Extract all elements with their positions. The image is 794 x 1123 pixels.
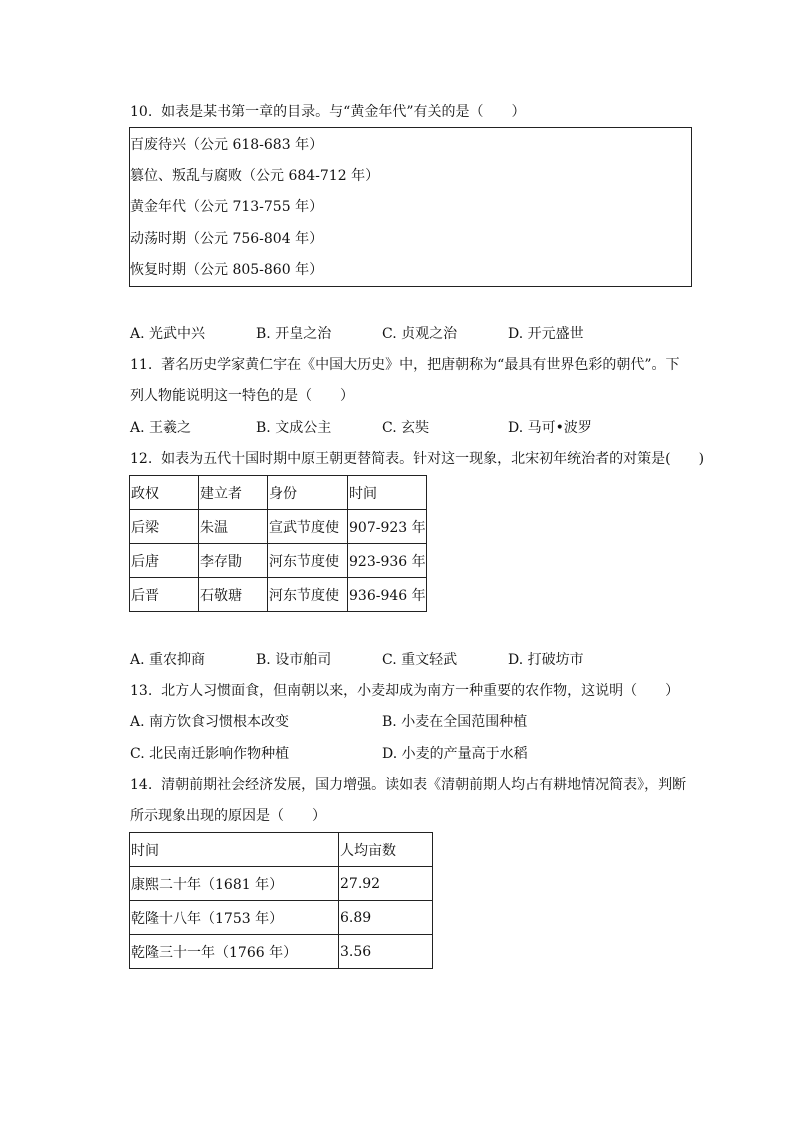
toc-item: 篡位、叛乱与腐败（公元 684-712 年） — [130, 168, 380, 184]
q10-option-d[interactable]: D. 开元盛世 — [508, 326, 584, 342]
table-cell: 后晋 — [130, 578, 199, 612]
table-cell: 6.89 — [339, 901, 433, 935]
table-row — [130, 544, 427, 578]
table-header-cell: 身份 — [268, 476, 348, 510]
q12-option-d[interactable]: D. 打破坊市 — [508, 652, 584, 668]
q10-option-b[interactable]: B. 开皇之治 — [256, 326, 332, 342]
q12-option-b[interactable]: B. 设市舶司 — [256, 652, 332, 668]
farmland-table — [129, 832, 433, 969]
question-13-stem: 13. 北方人习惯面食，但南朝以来，小麦却成为南方一种重要的农作物，这说明（ ） — [130, 683, 680, 699]
q10-option-a[interactable]: A. 光武中兴 — [130, 326, 206, 342]
q10-option-c[interactable]: C. 贞观之治 — [382, 326, 458, 342]
q12-option-a[interactable]: A. 重农抑商 — [130, 652, 206, 668]
q11-option-a[interactable]: A. 王羲之 — [130, 420, 192, 436]
table-row — [130, 510, 427, 544]
table-cell: 936-946 年 — [348, 578, 427, 612]
q13-option-d[interactable]: D. 小麦的产量高于水稻 — [382, 746, 528, 762]
table-row — [130, 867, 433, 901]
q13-option-a[interactable]: A. 南方饮食习惯根本改变 — [130, 714, 290, 730]
question-10-stem: 10. 如表是某书第一章的目录。与“黄金年代”有关的是（ ） — [130, 104, 526, 120]
table-header-cell: 时间 — [348, 476, 427, 510]
table-header-cell: 建立者 — [199, 476, 268, 510]
table-header-cell: 人均亩数 — [339, 833, 433, 867]
table-header-row — [130, 833, 433, 867]
question-14-stem-line1: 14. 清朝前期社会经济发展，国力增强。读如表《清朝前期人均占有耕地情况简表》，判断 — [130, 777, 687, 793]
table-cell: 李存勖 — [199, 544, 268, 578]
table-cell: 后唐 — [130, 544, 199, 578]
table-cell: 河东节度使 — [268, 578, 348, 612]
dynasty-table — [129, 475, 427, 612]
question-12-stem: 12. 如表为五代十国时期中原王朝更替简表。针对这一现象，北宋初年统治者的对策是( ) — [130, 451, 705, 467]
question-14-stem-line2: 所示现象出现的原因是（ ） — [130, 808, 326, 824]
table-cell: 后梁 — [130, 510, 199, 544]
toc-item: 动荡时期（公元 756-804 年） — [130, 231, 324, 247]
table-cell: 河东节度使 — [268, 544, 348, 578]
table-cell: 乾隆三十一年（1766 年） — [130, 935, 339, 969]
question-11-stem-line2: 列人物能说明这一特色的是（ ） — [130, 388, 354, 404]
q13-option-b[interactable]: B. 小麦在全国范围种植 — [382, 714, 528, 730]
table-row — [130, 901, 433, 935]
table-cell: 907-923 年 — [348, 510, 427, 544]
table-header-row — [130, 476, 427, 510]
q11-option-b[interactable]: B. 文成公主 — [256, 420, 332, 436]
q13-option-c[interactable]: C. 北民南迁影响作物种植 — [130, 746, 290, 762]
table-cell: 3.56 — [339, 935, 433, 969]
toc-item: 黄金年代（公元 713-755 年） — [130, 199, 324, 215]
q11-option-c[interactable]: C. 玄奘 — [382, 420, 430, 436]
table-cell: 宣武节度使 — [268, 510, 348, 544]
table-cell: 石敬瑭 — [199, 578, 268, 612]
table-row — [130, 578, 427, 612]
table-of-contents-box — [129, 127, 692, 287]
toc-item: 恢复时期（公元 805-860 年） — [130, 262, 324, 278]
question-11-stem-line1: 11. 著名历史学家黄仁宇在《中国大历史》中，把唐朝称为“最具有世界色彩的朝代”。下 — [130, 357, 680, 373]
table-cell: 923-936 年 — [348, 544, 427, 578]
table-row — [130, 935, 433, 969]
table-cell: 乾隆十八年（1753 年） — [130, 901, 339, 935]
table-cell: 朱温 — [199, 510, 268, 544]
q11-option-d[interactable]: D. 马可•波罗 — [508, 420, 592, 436]
toc-item: 百废待兴（公元 618-683 年） — [130, 137, 324, 153]
table-header-cell: 政权 — [130, 476, 199, 510]
table-cell: 27.92 — [339, 867, 433, 901]
q12-option-c[interactable]: C. 重文轻武 — [382, 652, 458, 668]
table-cell: 康熙二十年（1681 年） — [130, 867, 339, 901]
table-header-cell: 时间 — [130, 833, 339, 867]
